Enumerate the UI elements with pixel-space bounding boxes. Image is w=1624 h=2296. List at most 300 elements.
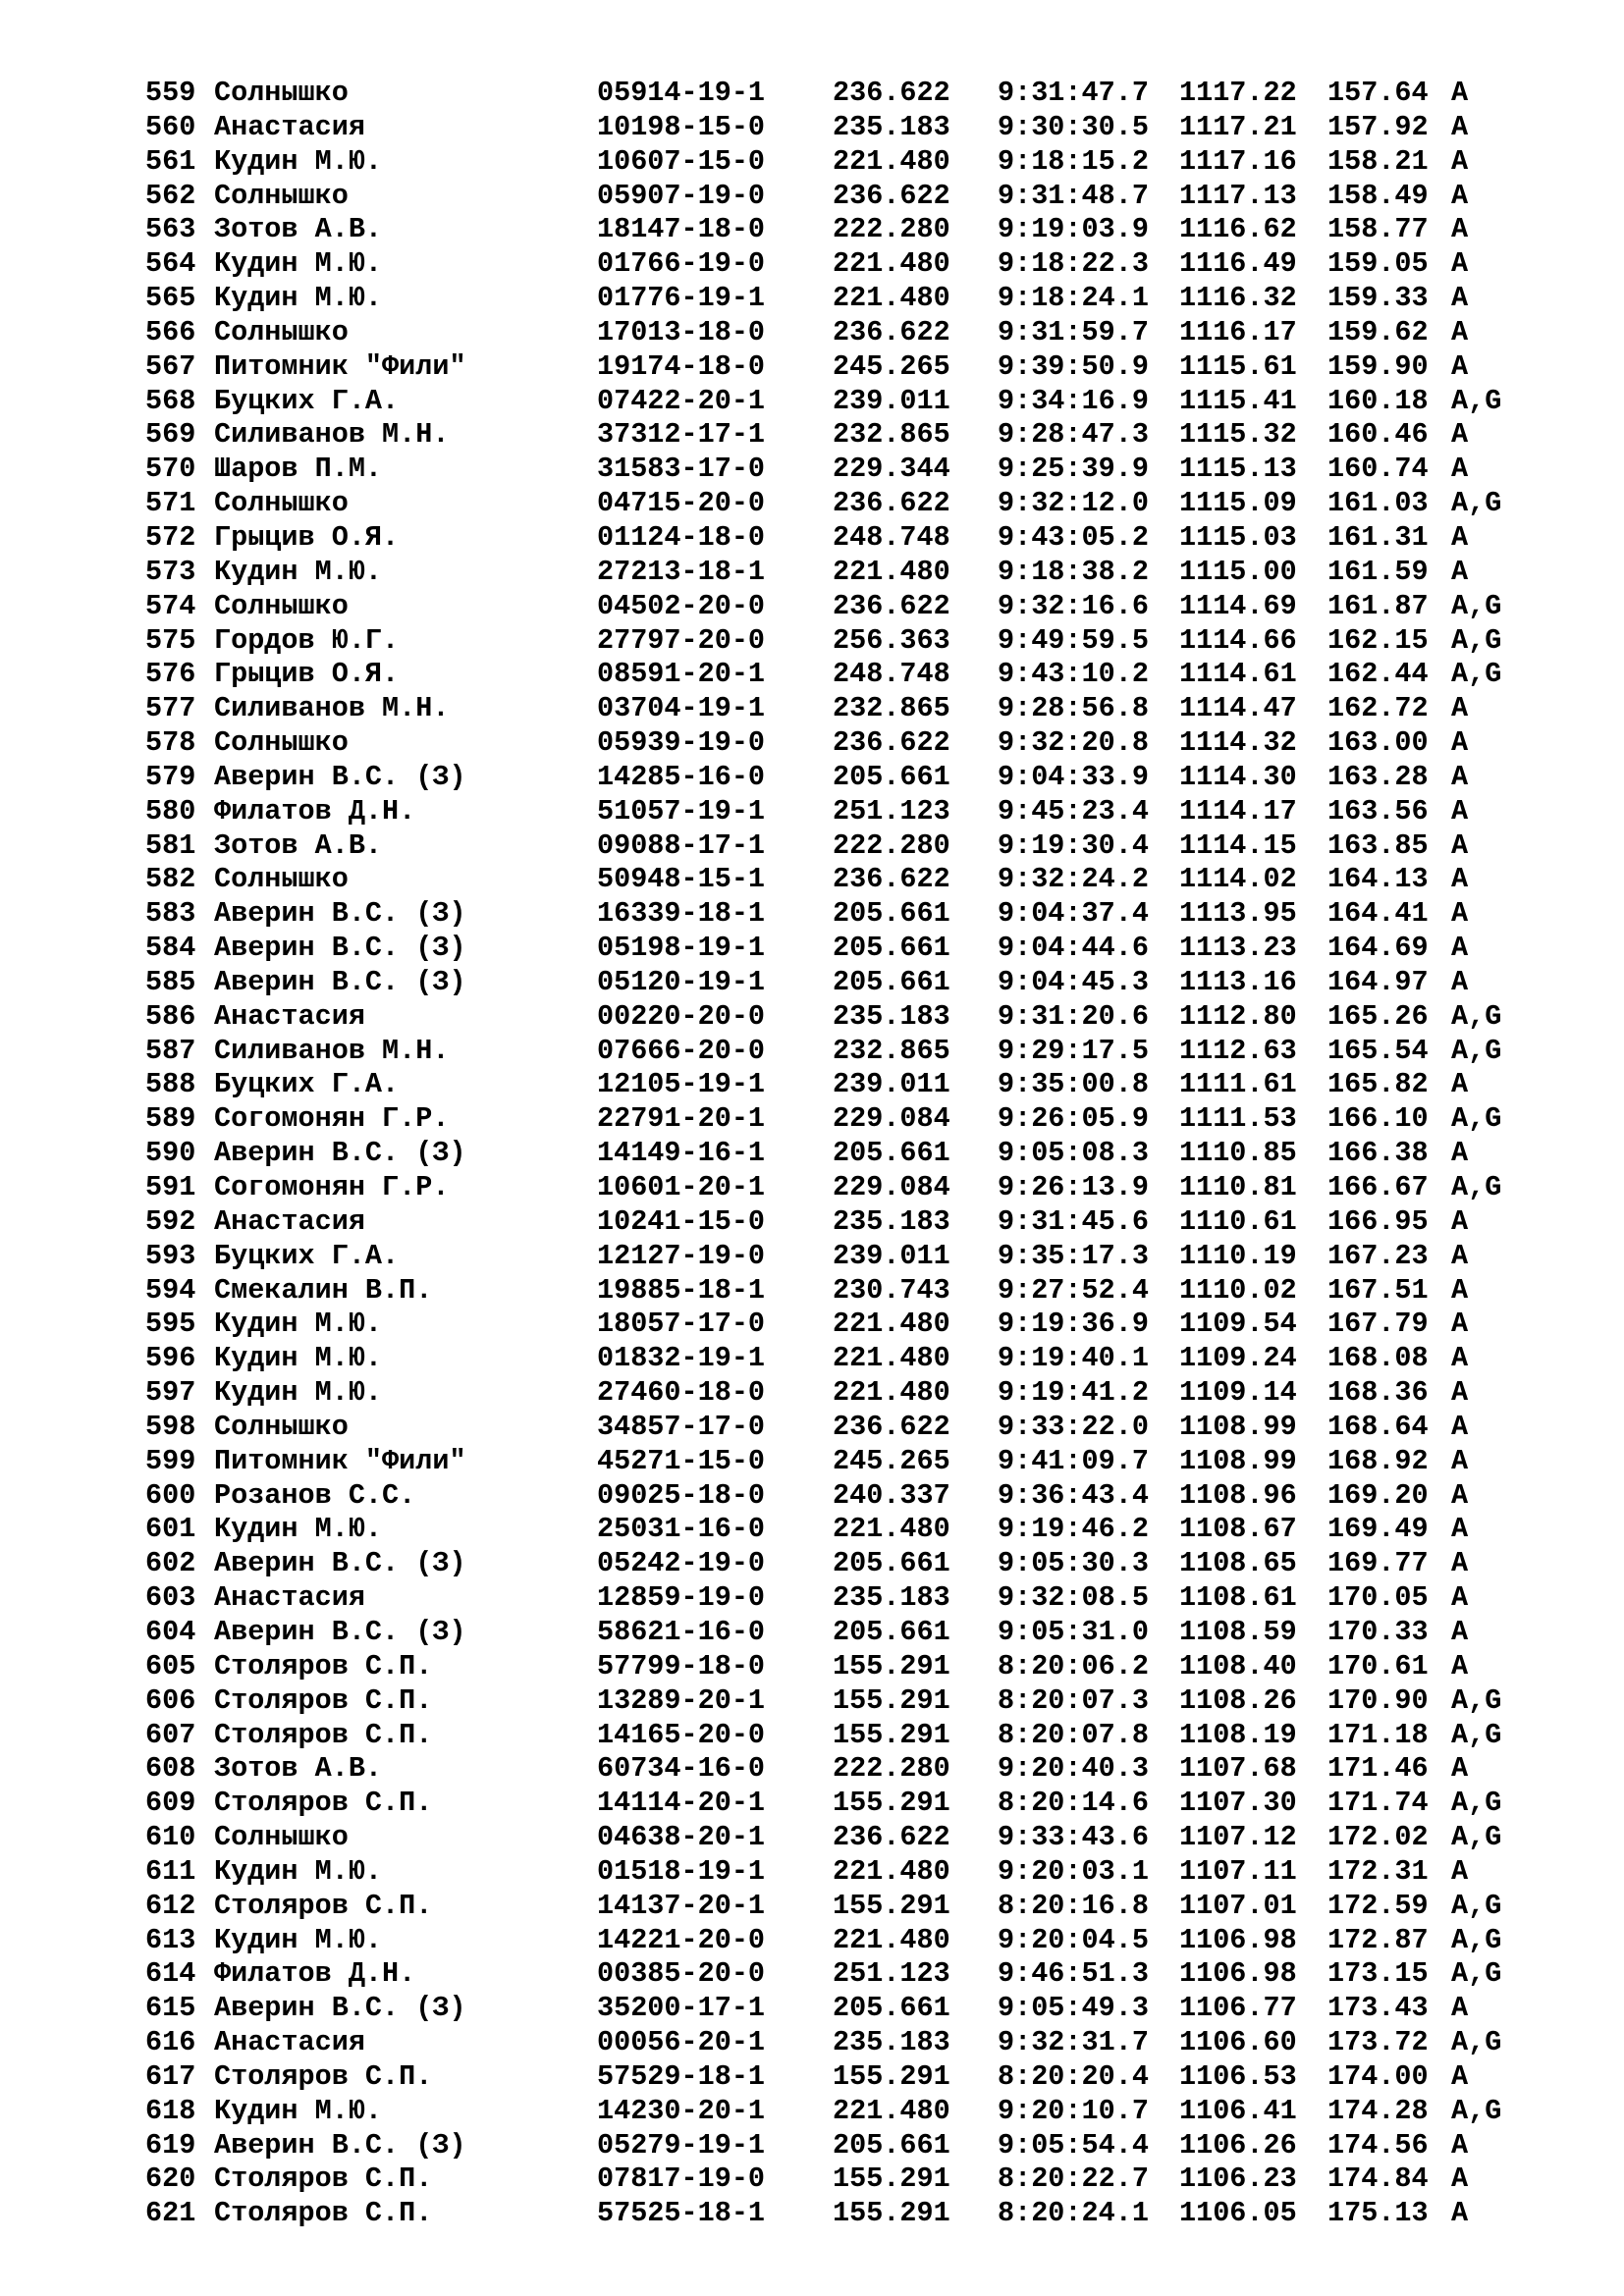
ring-number: 22791-20-1 — [597, 1102, 766, 1136]
coefficient: 165.82 — [1327, 1068, 1429, 1101]
arrival-time: 9:27:52.4 — [998, 1273, 1149, 1307]
table-row — [145, 1171, 1559, 1205]
arrival-time: 9:19:03.9 — [998, 213, 1149, 246]
arrival-time: 8:20:07.3 — [998, 1683, 1149, 1717]
arrival-time: 9:26:13.9 — [998, 1171, 1149, 1203]
ring-number: 17013-18-0 — [597, 315, 766, 348]
table-row — [145, 1513, 1559, 1547]
place-number: 596 — [145, 1342, 196, 1375]
speed: 1114.61 — [1179, 658, 1297, 691]
coefficient: 158.49 — [1327, 179, 1429, 212]
arrival-time: 9:19:41.2 — [998, 1376, 1149, 1410]
distance: 236.622 — [833, 726, 950, 760]
owner-name: Анастасия — [214, 1204, 365, 1238]
arrival-time: 9:05:08.3 — [998, 1137, 1149, 1170]
flags: A,G — [1451, 1957, 1502, 1991]
ring-number: 10198-15-0 — [597, 110, 766, 143]
ring-number: 57525-18-1 — [597, 2197, 766, 2230]
arrival-time: 9:18:22.3 — [998, 247, 1149, 281]
ring-number: 51057-19-1 — [597, 794, 766, 828]
ring-number: 01518-19-1 — [597, 1854, 766, 1888]
table-row — [145, 453, 1559, 487]
ring-number: 27797-20-0 — [597, 623, 766, 657]
ring-number: 07422-20-1 — [597, 384, 766, 417]
table-row — [145, 761, 1559, 795]
place-number: 565 — [145, 282, 196, 315]
coefficient: 172.31 — [1327, 1854, 1429, 1888]
flags: A,G — [1451, 999, 1502, 1033]
ring-number: 58621-16-0 — [597, 1615, 766, 1648]
table-row — [145, 2197, 1559, 2231]
arrival-time: 8:20:20.4 — [998, 2059, 1149, 2093]
speed: 1117.21 — [1179, 110, 1297, 143]
speed: 1107.01 — [1179, 1889, 1297, 1922]
arrival-time: 9:30:30.5 — [998, 110, 1149, 143]
ring-number: 19174-18-0 — [597, 349, 766, 383]
owner-name: Солнышко — [214, 589, 349, 622]
speed: 1114.32 — [1179, 726, 1297, 760]
table-row — [145, 2060, 1559, 2095]
ring-number: 05907-19-0 — [597, 179, 766, 212]
owner-name: Питомник "Фили" — [214, 349, 466, 383]
distance: 221.480 — [833, 2094, 950, 2127]
speed: 1113.95 — [1179, 897, 1297, 931]
arrival-time: 8:20:22.7 — [998, 2163, 1149, 2196]
ring-number: 04715-20-0 — [597, 487, 766, 520]
owner-name: Солнышко — [214, 863, 349, 896]
distance: 205.661 — [833, 1137, 950, 1170]
table-row — [145, 487, 1559, 521]
speed: 1113.16 — [1179, 965, 1297, 998]
coefficient: 164.13 — [1327, 863, 1429, 896]
place-number: 570 — [145, 453, 196, 486]
coefficient: 165.26 — [1327, 999, 1429, 1033]
speed: 1114.17 — [1179, 794, 1297, 828]
arrival-time: 9:29:17.5 — [998, 1034, 1149, 1067]
distance: 251.123 — [833, 1957, 950, 1991]
ring-number: 14221-20-0 — [597, 1923, 766, 1956]
coefficient: 174.00 — [1327, 2059, 1429, 2093]
coefficient: 173.72 — [1327, 2026, 1429, 2059]
speed: 1114.30 — [1179, 760, 1297, 793]
owner-name: Столяров С.П. — [214, 1718, 433, 1751]
coefficient: 164.41 — [1327, 897, 1429, 931]
distance: 155.291 — [833, 1683, 950, 1717]
speed: 1113.23 — [1179, 932, 1297, 965]
speed: 1112.63 — [1179, 1034, 1297, 1067]
table-row — [145, 1992, 1559, 2026]
owner-name: Кудин М.Ю. — [214, 1923, 383, 1956]
distance: 239.011 — [833, 1239, 950, 1272]
distance: 245.265 — [833, 349, 950, 383]
flags: A — [1451, 1376, 1469, 1410]
distance: 155.291 — [833, 1718, 950, 1751]
arrival-time: 9:31:45.6 — [998, 1204, 1149, 1238]
distance: 240.337 — [833, 1478, 950, 1512]
speed: 1107.11 — [1179, 1854, 1297, 1888]
coefficient: 174.56 — [1327, 2128, 1429, 2162]
place-number: 607 — [145, 1718, 196, 1751]
place-number: 604 — [145, 1615, 196, 1648]
flags: A,G — [1451, 1787, 1502, 1820]
distance: 221.480 — [833, 1854, 950, 1888]
ring-number: 18147-18-0 — [597, 213, 766, 246]
flags: A — [1451, 828, 1469, 862]
owner-name: Аверин В.С. (З) — [214, 897, 466, 931]
coefficient: 172.02 — [1327, 1821, 1429, 1854]
place-number: 611 — [145, 1854, 196, 1888]
place-number: 602 — [145, 1547, 196, 1580]
coefficient: 160.74 — [1327, 453, 1429, 486]
distance: 229.344 — [833, 453, 950, 486]
coefficient: 166.38 — [1327, 1137, 1429, 1170]
speed: 1108.61 — [1179, 1581, 1297, 1615]
coefficient: 159.90 — [1327, 349, 1429, 383]
owner-name: Зотов А.В. — [214, 213, 383, 246]
place-number: 610 — [145, 1821, 196, 1854]
flags: A — [1451, 179, 1469, 212]
flags: A,G — [1451, 658, 1502, 691]
place-number: 564 — [145, 247, 196, 281]
place-number: 567 — [145, 349, 196, 383]
arrival-time: 9:18:38.2 — [998, 555, 1149, 588]
place-number: 585 — [145, 965, 196, 998]
arrival-time: 9:19:30.4 — [998, 828, 1149, 862]
owner-name: Кудин М.Ю. — [214, 1308, 383, 1341]
place-number: 608 — [145, 1752, 196, 1786]
speed: 1114.02 — [1179, 863, 1297, 896]
owner-name: Солнышко — [214, 77, 349, 109]
arrival-time: 9:31:59.7 — [998, 315, 1149, 348]
flags: A,G — [1451, 1889, 1502, 1922]
arrival-time: 8:20:24.1 — [998, 2197, 1149, 2230]
arrival-time: 9:20:10.7 — [998, 2094, 1149, 2127]
place-number: 561 — [145, 144, 196, 178]
place-number: 563 — [145, 213, 196, 246]
speed: 1117.22 — [1179, 77, 1297, 109]
place-number: 597 — [145, 1376, 196, 1410]
coefficient: 173.15 — [1327, 1957, 1429, 1991]
flags: A,G — [1451, 487, 1502, 520]
owner-name: Зотов А.В. — [214, 1752, 383, 1786]
distance: 155.291 — [833, 2197, 950, 2230]
place-number: 579 — [145, 760, 196, 793]
speed: 1110.81 — [1179, 1171, 1297, 1203]
results-table — [145, 77, 1559, 2231]
arrival-time: 9:05:54.4 — [998, 2128, 1149, 2162]
place-number: 599 — [145, 1444, 196, 1477]
table-row — [145, 624, 1559, 659]
distance: 221.480 — [833, 555, 950, 588]
place-number: 594 — [145, 1273, 196, 1307]
coefficient: 169.20 — [1327, 1478, 1429, 1512]
flags: A — [1451, 282, 1469, 315]
arrival-time: 9:05:49.3 — [998, 1992, 1149, 2025]
distance: 155.291 — [833, 1787, 950, 1820]
flags: A,G — [1451, 1102, 1502, 1136]
distance: 248.748 — [833, 658, 950, 691]
table-row — [145, 180, 1559, 214]
coefficient: 163.00 — [1327, 726, 1429, 760]
arrival-time: 9:19:36.9 — [998, 1308, 1149, 1341]
coefficient: 170.90 — [1327, 1683, 1429, 1717]
ring-number: 60734-16-0 — [597, 1752, 766, 1786]
table-row — [145, 1137, 1559, 1171]
speed: 1108.96 — [1179, 1478, 1297, 1512]
arrival-time: 9:20:04.5 — [998, 1923, 1149, 1956]
distance: 251.123 — [833, 794, 950, 828]
ring-number: 35200-17-1 — [597, 1992, 766, 2025]
arrival-time: 9:41:09.7 — [998, 1444, 1149, 1477]
speed: 1106.98 — [1179, 1957, 1297, 1991]
arrival-time: 9:32:12.0 — [998, 487, 1149, 520]
coefficient: 170.61 — [1327, 1649, 1429, 1682]
flags: A — [1451, 1444, 1469, 1477]
coefficient: 167.79 — [1327, 1308, 1429, 1341]
table-row — [145, 316, 1559, 350]
place-number: 566 — [145, 315, 196, 348]
speed: 1117.13 — [1179, 179, 1297, 212]
distance: 205.661 — [833, 760, 950, 793]
arrival-time: 9:39:50.9 — [998, 349, 1149, 383]
coefficient: 158.21 — [1327, 144, 1429, 178]
table-row — [145, 1719, 1559, 1753]
arrival-time: 9:33:22.0 — [998, 1410, 1149, 1443]
coefficient: 160.18 — [1327, 384, 1429, 417]
speed: 1108.26 — [1179, 1683, 1297, 1717]
owner-name: Анастасия — [214, 110, 365, 143]
table-row — [145, 2026, 1559, 2060]
coefficient: 166.67 — [1327, 1171, 1429, 1203]
flags: A — [1451, 1308, 1469, 1341]
coefficient: 159.05 — [1327, 247, 1429, 281]
ring-number: 10601-20-1 — [597, 1171, 766, 1203]
flags: A,G — [1451, 623, 1502, 657]
speed: 1115.00 — [1179, 555, 1297, 588]
table-row — [145, 350, 1559, 385]
coefficient: 162.44 — [1327, 658, 1429, 691]
ring-number: 50948-15-1 — [597, 863, 766, 896]
place-number: 617 — [145, 2059, 196, 2093]
flags: A — [1451, 1615, 1469, 1648]
place-number: 601 — [145, 1513, 196, 1546]
ring-number: 01124-18-0 — [597, 520, 766, 554]
speed: 1108.67 — [1179, 1513, 1297, 1546]
arrival-time: 9:18:15.2 — [998, 144, 1149, 178]
owner-name: Аверин В.С. (З) — [214, 1992, 466, 2025]
speed: 1115.03 — [1179, 520, 1297, 554]
speed: 1114.66 — [1179, 623, 1297, 657]
distance: 221.480 — [833, 1342, 950, 1375]
owner-name: Кудин М.Ю. — [214, 144, 383, 178]
table-row — [145, 556, 1559, 590]
place-number: 576 — [145, 658, 196, 691]
coefficient: 175.13 — [1327, 2197, 1429, 2230]
coefficient: 164.97 — [1327, 965, 1429, 998]
owner-name: Силиванов М.Н. — [214, 1034, 450, 1067]
table-row — [145, 1035, 1559, 1069]
owner-name: Аверин В.С. (З) — [214, 932, 466, 965]
flags: A,G — [1451, 2094, 1502, 2127]
coefficient: 166.10 — [1327, 1102, 1429, 1136]
place-number: 571 — [145, 487, 196, 520]
speed: 1114.69 — [1179, 589, 1297, 622]
ring-number: 05279-19-1 — [597, 2128, 766, 2162]
coefficient: 166.95 — [1327, 1204, 1429, 1238]
ring-number: 05914-19-1 — [597, 77, 766, 109]
ring-number: 34857-17-0 — [597, 1410, 766, 1443]
coefficient: 170.33 — [1327, 1615, 1429, 1648]
table-row — [145, 2163, 1559, 2197]
arrival-time: 9:31:20.6 — [998, 999, 1149, 1033]
arrival-time: 9:19:40.1 — [998, 1342, 1149, 1375]
arrival-time: 9:45:23.4 — [998, 794, 1149, 828]
speed: 1106.53 — [1179, 2059, 1297, 2093]
flags: A — [1451, 315, 1469, 348]
speed: 1108.99 — [1179, 1410, 1297, 1443]
table-row — [145, 1581, 1559, 1616]
place-number: 573 — [145, 555, 196, 588]
place-number: 582 — [145, 863, 196, 896]
distance: 235.183 — [833, 1581, 950, 1615]
speed: 1115.61 — [1179, 349, 1297, 383]
owner-name: Аверин В.С. (З) — [214, 1547, 466, 1580]
coefficient: 168.64 — [1327, 1410, 1429, 1443]
speed: 1107.68 — [1179, 1752, 1297, 1786]
speed: 1114.15 — [1179, 828, 1297, 862]
ring-number: 07666-20-0 — [597, 1034, 766, 1067]
owner-name: Солнышко — [214, 1821, 349, 1854]
table-row — [145, 1650, 1559, 1684]
owner-name: Буцких Г.А. — [214, 1239, 400, 1272]
owner-name: Солнышко — [214, 315, 349, 348]
owner-name: Кудин М.Ю. — [214, 1513, 383, 1546]
speed: 1106.23 — [1179, 2163, 1297, 2196]
owner-name: Столяров С.П. — [214, 1889, 433, 1922]
speed: 1115.32 — [1179, 418, 1297, 452]
place-number: 580 — [145, 794, 196, 828]
coefficient: 167.23 — [1327, 1239, 1429, 1272]
coefficient: 171.46 — [1327, 1752, 1429, 1786]
owner-name: Солнышко — [214, 487, 349, 520]
ring-number: 13289-20-1 — [597, 1683, 766, 1717]
table-row — [145, 1957, 1559, 1992]
distance: 221.480 — [833, 144, 950, 178]
distance: 205.661 — [833, 965, 950, 998]
coefficient: 161.87 — [1327, 589, 1429, 622]
owner-name: Буцких Г.А. — [214, 384, 400, 417]
owner-name: Кудин М.Ю. — [214, 1376, 383, 1410]
speed: 1108.19 — [1179, 1718, 1297, 1751]
flags: A,G — [1451, 2026, 1502, 2059]
place-number: 568 — [145, 384, 196, 417]
ring-number: 04638-20-1 — [597, 1821, 766, 1854]
owner-name: Аверин В.С. (З) — [214, 965, 466, 998]
place-number: 586 — [145, 999, 196, 1033]
distance: 236.622 — [833, 315, 950, 348]
distance: 205.661 — [833, 1615, 950, 1648]
flags: A — [1451, 1239, 1469, 1272]
distance: 221.480 — [833, 1923, 950, 1956]
speed: 1111.53 — [1179, 1102, 1297, 1136]
flags: A — [1451, 520, 1469, 554]
distance: 229.084 — [833, 1171, 950, 1203]
distance: 155.291 — [833, 2163, 950, 2196]
place-number: 605 — [145, 1649, 196, 1682]
coefficient: 174.84 — [1327, 2163, 1429, 2196]
speed: 1114.47 — [1179, 692, 1297, 725]
distance: 235.183 — [833, 1204, 950, 1238]
ring-number: 10241-15-0 — [597, 1204, 766, 1238]
ring-number: 14137-20-1 — [597, 1889, 766, 1922]
speed: 1106.41 — [1179, 2094, 1297, 2127]
place-number: 590 — [145, 1137, 196, 1170]
ring-number: 09025-18-0 — [597, 1478, 766, 1512]
speed: 1108.40 — [1179, 1649, 1297, 1682]
ring-number: 14149-16-1 — [597, 1137, 766, 1170]
coefficient: 167.51 — [1327, 1273, 1429, 1307]
arrival-time: 8:20:06.2 — [998, 1649, 1149, 1682]
place-number: 606 — [145, 1683, 196, 1717]
table-row — [145, 966, 1559, 1000]
place-number: 603 — [145, 1581, 196, 1615]
coefficient: 168.92 — [1327, 1444, 1429, 1477]
arrival-time: 9:28:47.3 — [998, 418, 1149, 452]
owner-name: Столяров С.П. — [214, 1649, 433, 1682]
coefficient: 174.28 — [1327, 2094, 1429, 2127]
ring-number: 12105-19-1 — [597, 1068, 766, 1101]
owner-name: Кудин М.Ю. — [214, 1342, 383, 1375]
table-row — [145, 145, 1559, 180]
place-number: 569 — [145, 418, 196, 452]
arrival-time: 9:19:46.2 — [998, 1513, 1149, 1546]
coefficient: 163.85 — [1327, 828, 1429, 862]
speed: 1108.65 — [1179, 1547, 1297, 1580]
speed: 1106.77 — [1179, 1992, 1297, 2025]
flags: A,G — [1451, 1718, 1502, 1751]
owner-name: Смекалин В.П. — [214, 1273, 433, 1307]
place-number: 619 — [145, 2128, 196, 2162]
table-row — [145, 1068, 1559, 1102]
distance: 232.865 — [833, 692, 950, 725]
owner-name: Солнышко — [214, 726, 349, 760]
ring-number: 27213-18-1 — [597, 555, 766, 588]
ring-number: 00385-20-0 — [597, 1957, 766, 1991]
table-row — [145, 521, 1559, 556]
speed: 1115.09 — [1179, 487, 1297, 520]
flags: A — [1451, 1547, 1469, 1580]
place-number: 575 — [145, 623, 196, 657]
place-number: 620 — [145, 2163, 196, 2196]
place-number: 616 — [145, 2026, 196, 2059]
owner-name: Кудин М.Ю. — [214, 282, 383, 315]
place-number: 589 — [145, 1102, 196, 1136]
place-number: 609 — [145, 1787, 196, 1820]
distance: 205.661 — [833, 1992, 950, 2025]
table-row — [145, 1342, 1559, 1376]
ring-number: 14230-20-1 — [597, 2094, 766, 2127]
owner-name: Аверин В.С. (З) — [214, 2128, 466, 2162]
coefficient: 158.77 — [1327, 213, 1429, 246]
arrival-time: 8:20:14.6 — [998, 1787, 1149, 1820]
place-number: 574 — [145, 589, 196, 622]
flags: A — [1451, 1854, 1469, 1888]
owner-name: Шаров П.М. — [214, 453, 383, 486]
arrival-time: 9:35:00.8 — [998, 1068, 1149, 1101]
distance: 221.480 — [833, 1308, 950, 1341]
arrival-time: 9:31:48.7 — [998, 179, 1149, 212]
distance: 248.748 — [833, 520, 950, 554]
